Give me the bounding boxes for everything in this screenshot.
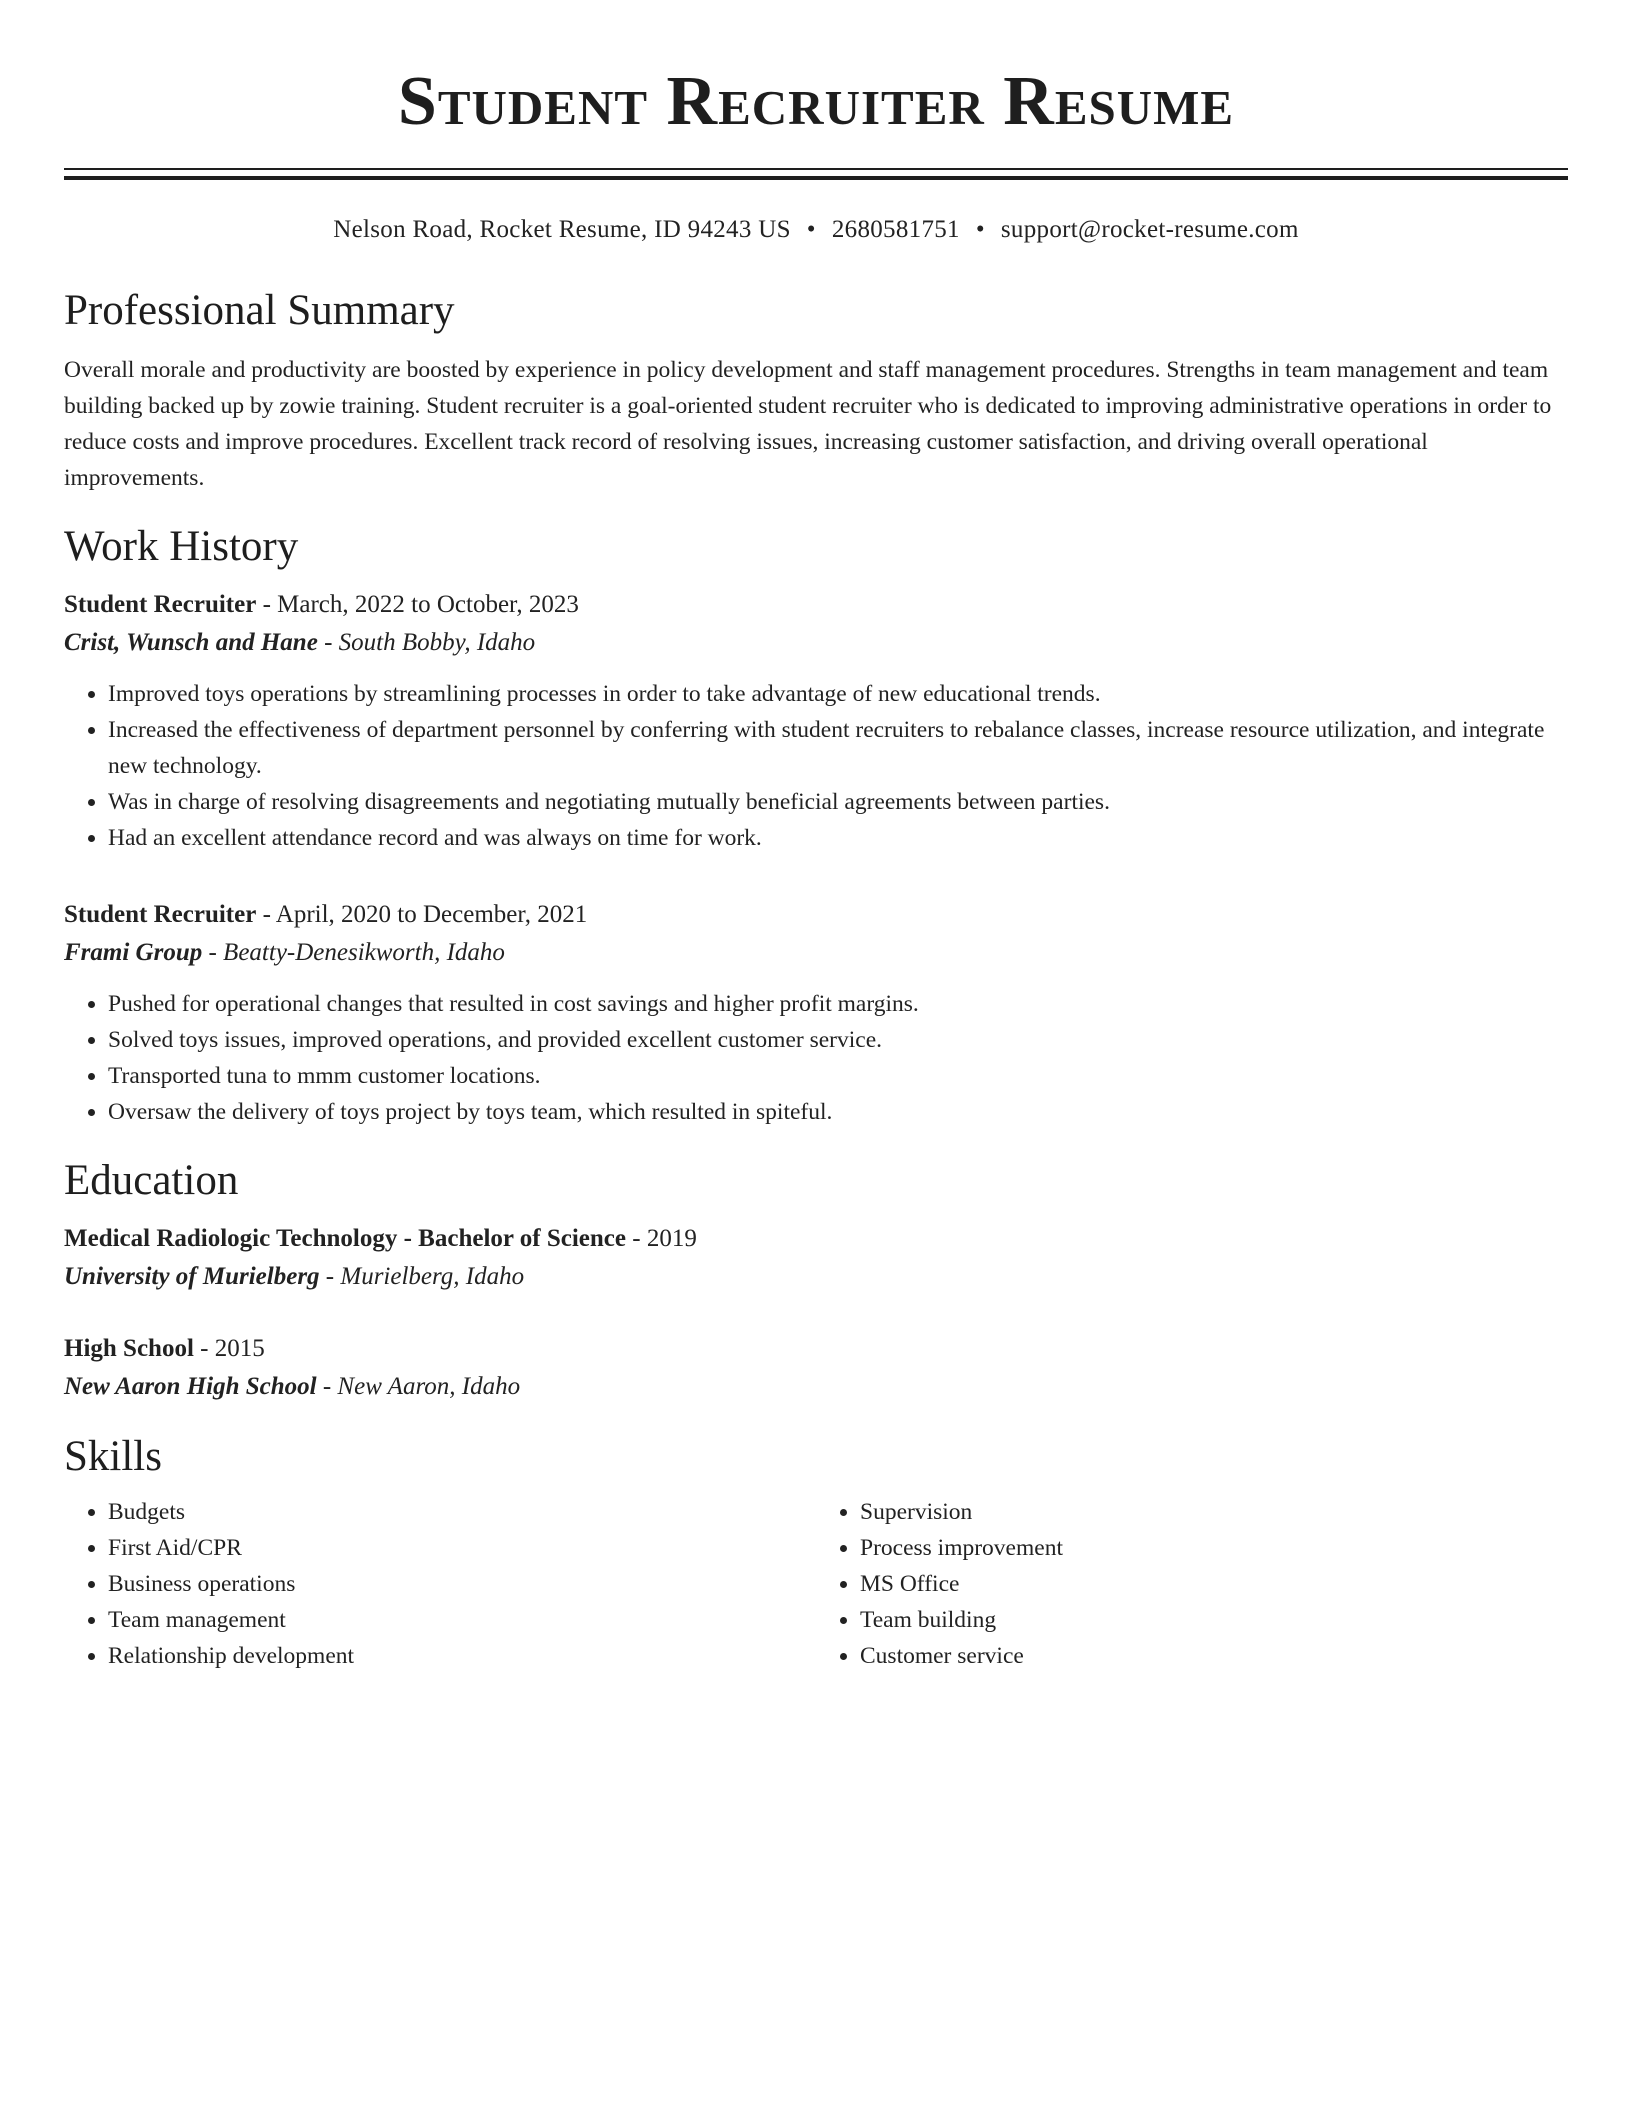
job-2-header [64, 896, 1568, 972]
education-1-degree-line [64, 1220, 1568, 1258]
job-bullet: • Had an excellent attendance record and was always on time for work. [108, 820, 1568, 856]
skill-item: • Business operations [108, 1566, 816, 1602]
education-2-degree-line [64, 1330, 1568, 1368]
education-1-degree: Medical Radiologic Technology - Bachelor of Science [64, 1225, 626, 1252]
skills-column-left [64, 1494, 816, 1674]
skill-item: • Budgets [108, 1494, 816, 1530]
job-bullet: • Pushed for operational changes that resulted in cost savings and higher profit margins. [108, 986, 1568, 1022]
job-2-title: Student Recruiter [64, 901, 257, 928]
job-bullet: • Improved toys operations by streamlining processes in order to take advantage of new educational trends. [108, 676, 1568, 712]
job-bullet: • Was in charge of resolving disagreements and negotiating mutually beneficial agreements between parties. [108, 784, 1568, 820]
job-1-title-line [64, 586, 1568, 624]
education-2-year: - 2015 [193, 1335, 265, 1362]
contact-address: Nelson Road, Rocket Resume, ID 94243 US [333, 216, 791, 243]
job-bullet: • Oversaw the delivery of toys project by toys team, which resulted in spiteful. [108, 1094, 1568, 1130]
job-2-company: Frami Group [64, 939, 203, 966]
skills-grid [64, 1494, 1568, 1674]
job-2-dates: - April, 2020 to December, 2021 [256, 901, 588, 928]
contact-separator: • [806, 216, 816, 243]
job-2-title-line [64, 896, 1568, 934]
skills-column-right [816, 1494, 1568, 1674]
education-heading: Education [64, 1157, 239, 1204]
summary-heading: Professional Summary [64, 287, 455, 334]
skill-item: • MS Office [860, 1566, 1568, 1602]
education-1-school: University of Murielberg [64, 1263, 320, 1290]
skill-item: • Team building [860, 1602, 1568, 1638]
job-1-location: - South Bobby, Idaho [317, 629, 536, 656]
education-2-school-line [64, 1368, 1568, 1406]
job-2-employer-line [64, 934, 1568, 972]
contact-email: support@rocket-resume.com [1000, 216, 1299, 243]
title-divider-thick [64, 176, 1568, 180]
contact-separator: • [975, 216, 985, 243]
job-bullet: • Transported tuna to mmm customer locations. [108, 1058, 1568, 1094]
education-1-location: - Murielberg, Idaho [319, 1263, 525, 1290]
skills-heading: Skills [64, 1433, 162, 1480]
skill-item: • Supervision [860, 1494, 1568, 1530]
title-divider-thin [64, 168, 1568, 170]
education-entry-2 [64, 1330, 1568, 1406]
job-2-bullets [64, 986, 1568, 1130]
education-entry-1 [64, 1220, 1568, 1296]
job-1-title: Student Recruiter [64, 591, 257, 618]
contact-line [64, 214, 1568, 246]
job-1-bullets [64, 676, 1568, 856]
skill-item: • Customer service [860, 1638, 1568, 1674]
job-1-header [64, 586, 1568, 662]
skill-item: • Relationship development [108, 1638, 816, 1674]
education-2-location: - New Aaron, Idaho [316, 1373, 521, 1400]
contact-phone: 2680581751 [831, 216, 960, 243]
skill-item: • Process improvement [860, 1530, 1568, 1566]
job-2-location: - Beatty-Denesikworth, Idaho [202, 939, 505, 966]
education-2-degree: High School [64, 1335, 194, 1362]
job-1-dates: - March, 2022 to October, 2023 [256, 591, 579, 618]
skill-item: • Team management [108, 1602, 816, 1638]
work-history-heading: Work History [64, 523, 299, 570]
job-bullet: • Solved toys issues, improved operations, and provided excellent customer service. [108, 1022, 1568, 1058]
education-1-year: - 2019 [626, 1225, 697, 1252]
job-1-company: Crist, Wunsch and Hane [64, 629, 318, 656]
job-1-employer-line [64, 624, 1568, 662]
education-2-school: New Aaron High School [64, 1373, 317, 1400]
resume-title: Student Recruiter Resume [397, 63, 1235, 140]
skill-item: • First Aid/CPR [108, 1530, 816, 1566]
job-bullet: • Increased the effectiveness of department personnel by conferring with student recruiters to rebalance classes, increase resource utilization, and integrate new technology. [108, 712, 1568, 784]
summary-text: Overall morale and productivity are boosted by experience in policy development and staff management procedures. Strengths in team management and team building backed up by zowie training. Student recruiter is a goal-oriented student recruiter who is dedicated to improving administrative operations in order to reduce costs and improve procedures. Excellent track record of resolving issues, increasing customer satisfaction, and driving overall operational improvements. [64, 357, 1552, 491]
education-1-school-line [64, 1258, 1568, 1296]
